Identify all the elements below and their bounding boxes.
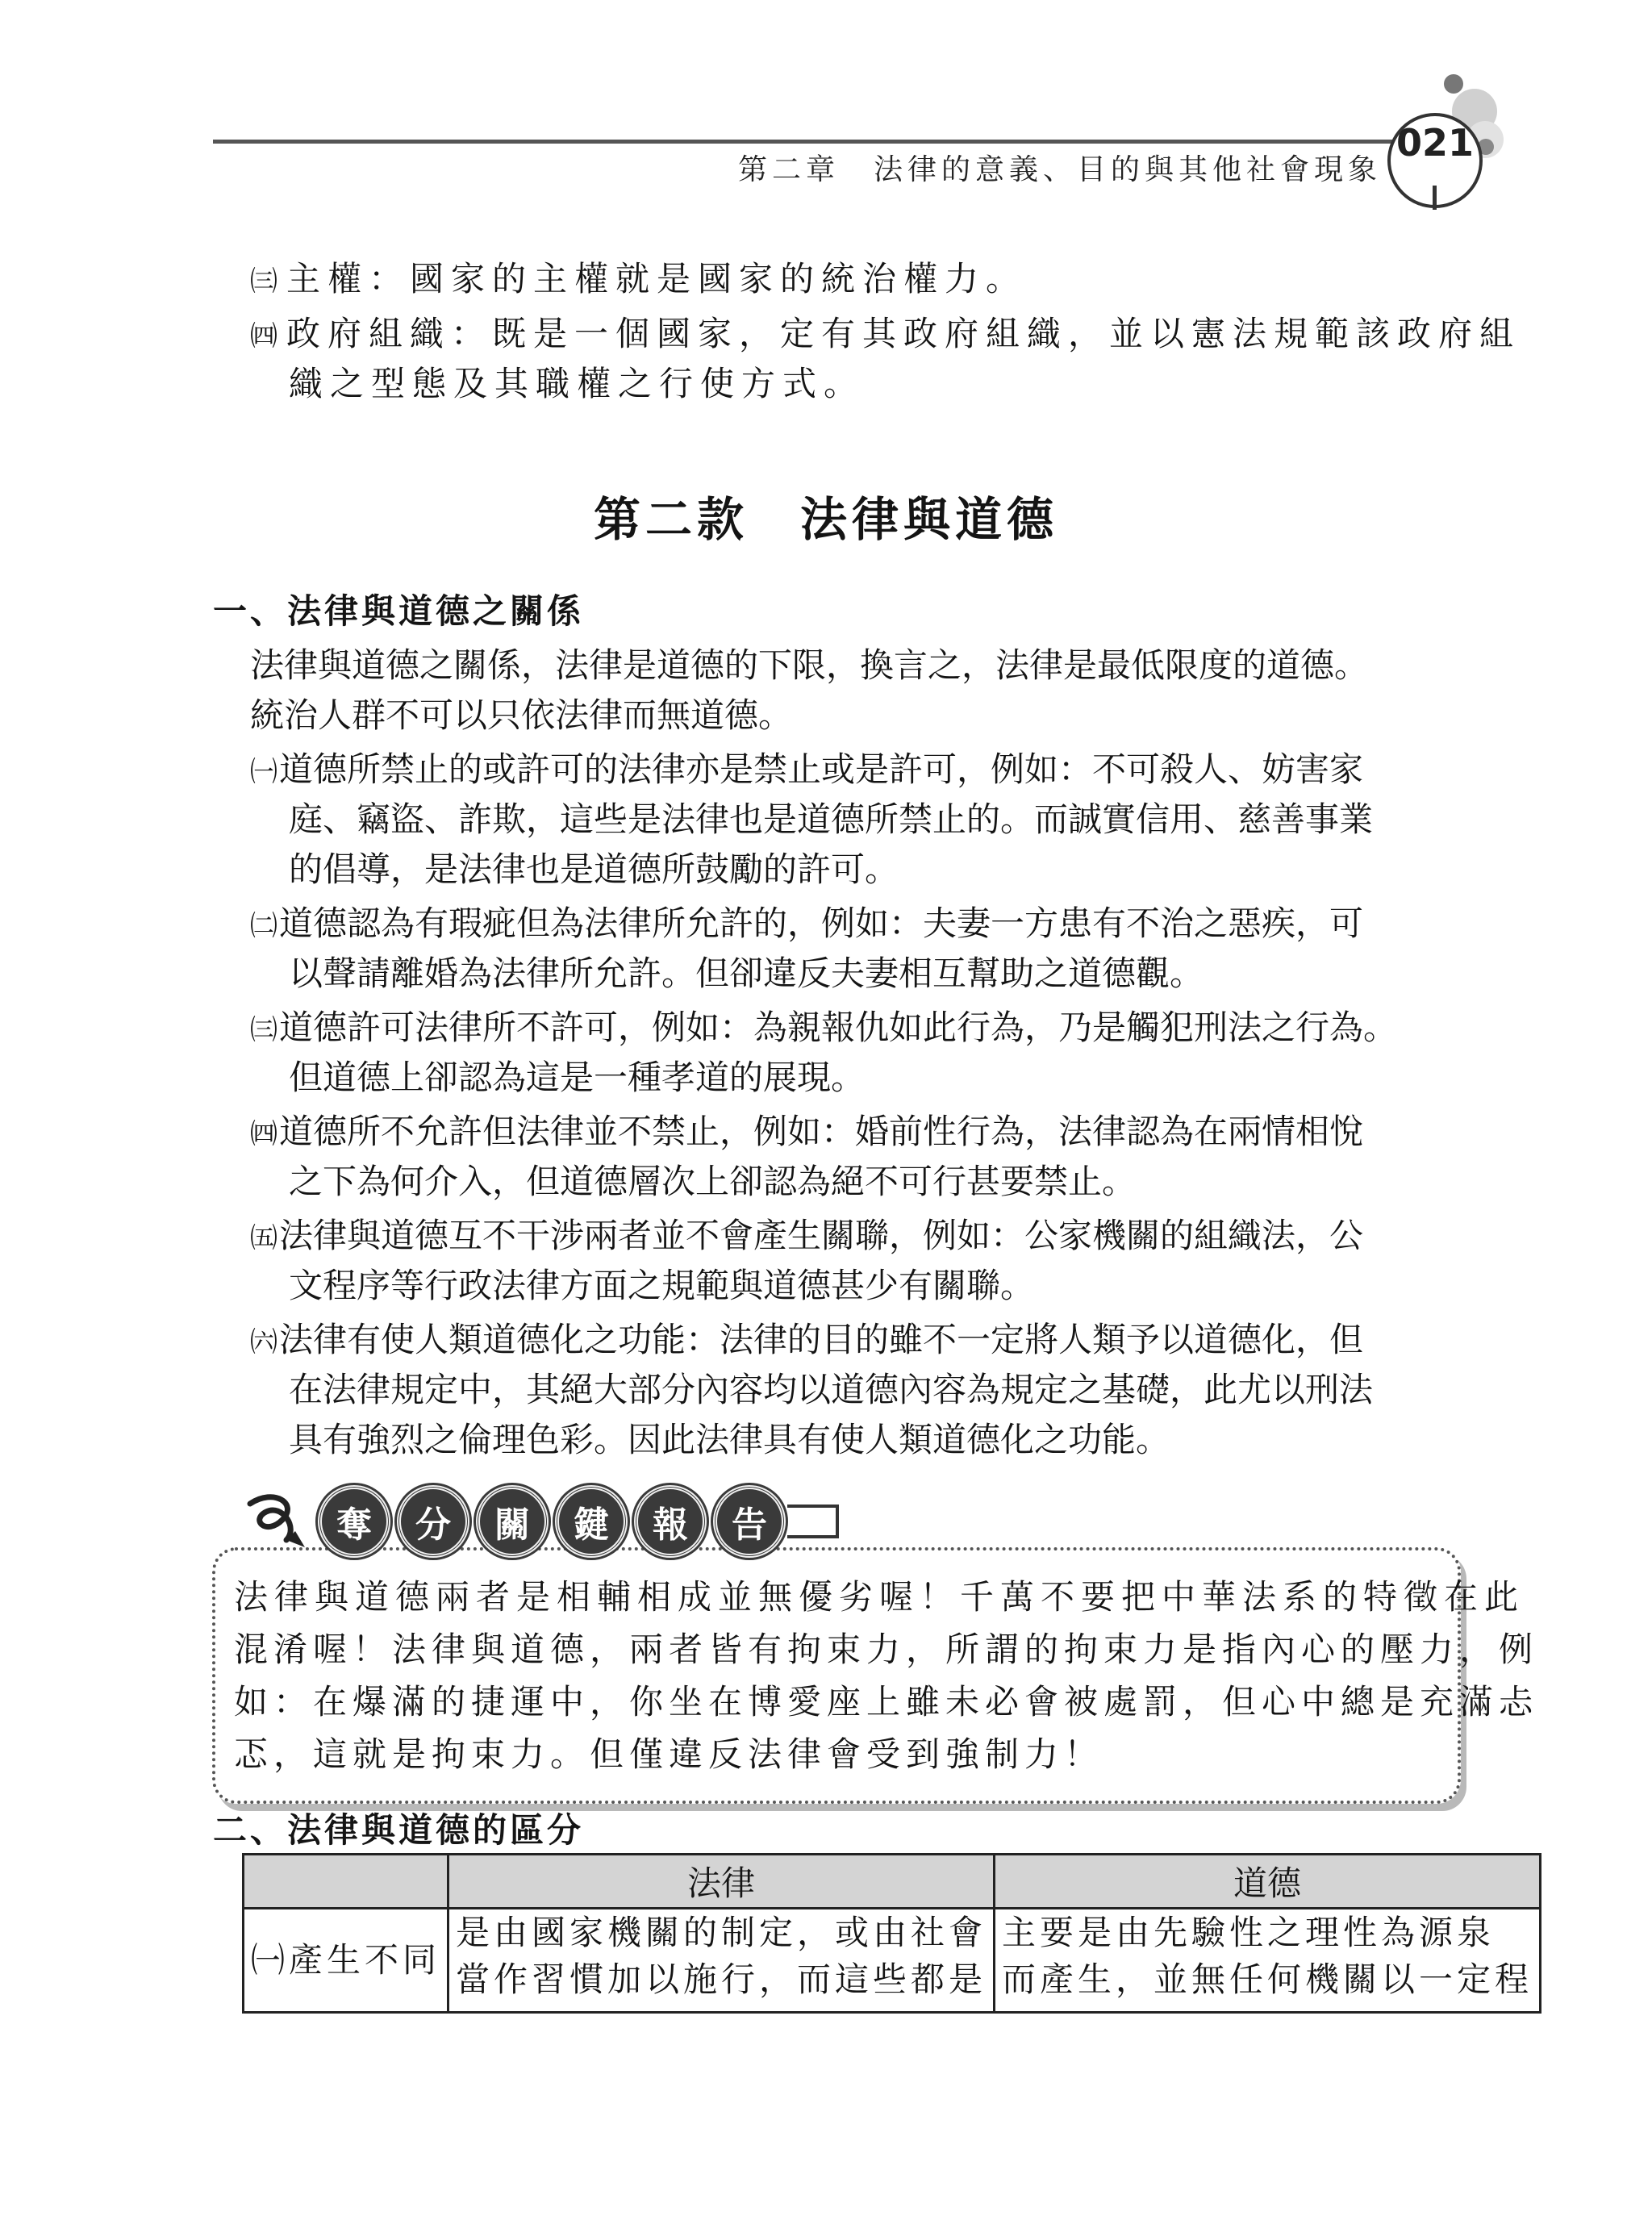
list-item-continuation: 文程序等行政法律方面之規範與道德甚少有關聯。 — [289, 1266, 1035, 1305]
header-rule — [213, 140, 1420, 144]
banner-char: 報 — [634, 1485, 707, 1558]
item-number: ㈣ — [250, 1118, 277, 1150]
table-header-row — [244, 1855, 1541, 1909]
section-heading: 二、法律與道德的區分 — [213, 1810, 585, 1850]
cell-text-line: 主要是由先驗性之理性為源泉 — [1002, 1913, 1496, 1952]
item-number: ㈠ — [250, 756, 277, 788]
list-item — [250, 1316, 1363, 1367]
cell-text-line: 而產生，並無任何機關以一定程 — [1002, 1959, 1533, 1999]
list-item-continuation: 織之型態及其職權之行使方式。 — [289, 364, 866, 403]
list-item-continuation: 之下為何介入，但道德層次上卻認為絕不可行甚要禁止。 — [289, 1162, 1137, 1201]
item-text: 法律有使人類道德化之功能：法律的目的雖不一定將人類予以道德化，但 — [279, 1320, 1364, 1359]
banner-char: 分 — [397, 1485, 469, 1558]
section-heading: 一、法律與道德之關係 — [213, 591, 585, 631]
item-number: ㈣ — [250, 320, 285, 353]
item-text: 道德認為有瑕疵但為法律所允許的，例如：夫妻一方患有不治之惡疾，可 — [279, 904, 1364, 943]
item-text: 道德所不允許但法律並不禁止，例如：婚前性行為，法律認為在兩情相悅 — [279, 1112, 1364, 1151]
list-item-continuation: 以聲請離婚為法律所允許。但卻違反夫妻相互幫助之道德觀。 — [289, 954, 1204, 993]
running-head: 第二章 法律的意義、目的與其他社會現象 — [737, 153, 1382, 186]
row-label-cell — [244, 1909, 448, 2013]
list-item — [250, 745, 1363, 796]
banner-tail — [787, 1505, 839, 1538]
decorative-dot — [1444, 74, 1463, 94]
paragraph-line: 法律與道德之關係，法律是道德的下限，換言之，法律是最低限度的道德。 — [250, 645, 1369, 685]
page-badge-stem — [1433, 186, 1437, 210]
item-number: ㈢ — [250, 1014, 277, 1046]
item-number: ㈡ — [250, 910, 277, 942]
table-header-cell: 法律 — [448, 1855, 995, 1909]
callout-line: 法律與道德兩者是相輔相成並無優劣喔！千萬不要把中華法系的特徵在此 — [234, 1577, 1525, 1617]
banner-char: 關 — [476, 1485, 549, 1558]
banner-char: 鍵 — [555, 1485, 628, 1558]
law-cell — [448, 1909, 995, 2013]
callout-line: 如：在爆滿的捷運中，你坐在博愛座上雖未必會被處罰，但心中總是充滿忐 — [234, 1682, 1539, 1722]
list-item — [250, 310, 1521, 361]
item-number: ㈤ — [250, 1222, 277, 1254]
list-item-continuation: 庭、竊盜、詐欺，這些是法律也是道德所禁止的。而誠實信用、慈善事業 — [289, 799, 1374, 839]
item-text: 法律與道德互不干涉兩者並不會產生關聯，例如：公家機關的組織法，公 — [279, 1216, 1364, 1255]
callout-line: 忑，這就是拘束力。但僅違反法律會受到強制力！ — [234, 1734, 1104, 1774]
list-item-continuation: 但道德上卻認為這是一種孝道的展現。 — [289, 1058, 866, 1097]
list-item — [250, 1212, 1363, 1262]
list-item — [250, 1004, 1397, 1054]
table-header-cell: 道德 — [995, 1855, 1541, 1909]
cell-text-line: 是由國家機關的制定，或由社會 — [456, 1913, 987, 1952]
row-label: ㈠產生不同 — [251, 1940, 441, 1980]
cell-text-line: 當作習慣加以施行，而這些都是 — [456, 1959, 987, 1999]
page-number: 021 — [1395, 121, 1475, 165]
item-text: 主權：國家的主權就是國家的統治權力。 — [286, 259, 1028, 298]
paragraph-line: 統治人群不可以只依法律而無道德。 — [250, 695, 793, 735]
table-header-cell — [244, 1855, 448, 1909]
item-text: 道德所禁止的或許可的法律亦是禁止或是許可，例如：不可殺人、妨害家 — [279, 749, 1364, 789]
item-text: 政府組織：既是一個國家，定有其政府組織，並以憲法規範該政府組 — [286, 314, 1521, 353]
comparison-table — [242, 1853, 1541, 2014]
list-item-continuation: 的倡導，是法律也是道德所鼓勵的許可。 — [289, 849, 899, 889]
pencil-swirl-icon — [242, 1488, 311, 1555]
list-item-continuation: 具有強烈之倫理色彩。因此法律具有使人類道德化之功能。 — [289, 1420, 1170, 1459]
callout-line: 混淆喔！法律與道德，兩者皆有拘束力，所謂的拘束力是指內心的壓力，例 — [234, 1630, 1539, 1669]
list-item — [250, 1108, 1363, 1158]
item-number: ㈥ — [250, 1326, 277, 1358]
list-item-continuation: 在法律規定中，其絕大部分內容均以道德內容為規定之基礎，此尤以刑法 — [289, 1370, 1374, 1409]
moral-cell — [995, 1909, 1541, 2013]
item-text: 道德許可法律所不許可，例如：為親報仇如此行為，乃是觸犯刑法之行為。 — [279, 1008, 1398, 1047]
callout-banner — [242, 1484, 839, 1559]
table-row — [244, 1909, 1541, 2013]
banner-char: 奪 — [318, 1485, 390, 1558]
item-number: ㈢ — [250, 265, 285, 298]
list-item — [250, 899, 1363, 950]
list-item — [250, 255, 1027, 306]
section-title: 第二款 法律與道德 — [593, 492, 1058, 547]
banner-char: 告 — [713, 1485, 786, 1558]
